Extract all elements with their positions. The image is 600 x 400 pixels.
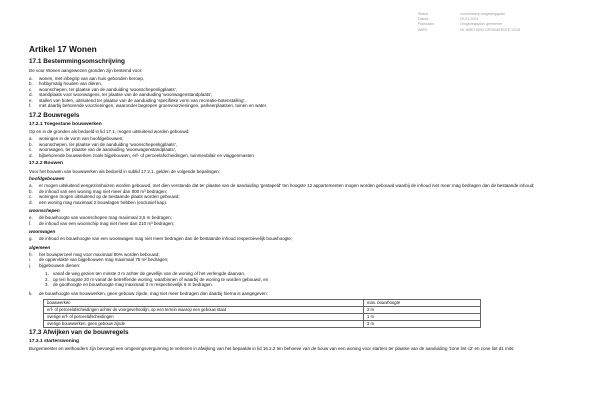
list-marker: a. [29,75,33,81]
list-text: het bouwperceel mag voor maximaal 80% worden bebouwd; [39,251,160,257]
list-marker: c. [29,147,33,153]
allowed-buildings-list [29,136,579,158]
table-cell: overige bouwwerken, geen gebouw zijnde [44,321,364,328]
list-marker: b. [29,81,33,87]
list-marker: h. [29,251,33,257]
table-cell: erf- of perceelafscheidingen achter de voorgevelrooilijn, op een terrein waarop een gebouw staat [44,307,364,314]
list-marker: b. [29,141,33,147]
list-marker: j. [29,262,32,268]
list-marker: f. [29,103,32,109]
list-text: de inhoud van een woonschip mag niet meer dan 210 m³ bedragen; [39,220,175,226]
list-marker: g. [29,236,33,242]
list-text: bijbehorende bouwwerken zoals bijgebouwen, erf- of perceelafscheidingen, tuinmeubilair en vlaggenmasten. [39,152,256,158]
article-title: Artikel 17 Wonen [29,44,97,54]
group-label-hoofdgebouwen: hoofdgebouwen [29,176,65,182]
list-text: op ten hoogste 20 m vanaf de betreffende woning, waarbinnen of waarbij de woning te worden gebouwd, en [53,276,269,282]
meta-value: voorontwerp omgevingsplan [460,12,505,16]
list-marker: d. [29,199,33,205]
list-text: er mogen uitsluitend eengezinshuizen worden gebouwd, met dien verstande dat ter plaatse van de aanduiding 'gestapeld' ten hoogste 12 appartementen mogen worden gebouwd waarbij de inhoud niet meer mag bedragen dan de bestaande inhoud; [39,183,535,189]
list-marker: d. [29,152,33,158]
meta-key: Plannaam [418,22,435,27]
list-text: vanaf de weg gezien ten minste 3 m achter de gevellijn van de woning of het verlengde daarvan, [53,271,246,277]
document-content [29,44,579,354]
list-text: hobbymatig houden van dieren, [39,81,103,87]
list-marker: c. [29,194,33,200]
meta-value: 20-01-2024 [460,17,479,22]
list-text: de inhoud van een woning mag niet meer dan 800 m³ bedragen; [39,188,168,194]
subsection-heading-17-2-2: 17.2.2 Bouwen [29,161,63,167]
list-text: standplaats voor woonwagens, ter plaatse van de aanduiding 'woonwagenstandplaats', [39,92,213,98]
table-cell: overige erf- of perceelafscheidingen [44,314,364,321]
list-text: stallen van boten, uitsluitend ter plaatse van de aanduiding 'specifieke vorm van recreatie-botenstalling', [39,97,246,103]
list-text: een woning mag maximaal 2 bouwlagen hebben (exclusief kap). [39,199,168,205]
table-row [44,307,481,314]
algemeen-list [29,252,579,269]
list-text: wonen, met inbegrip van aan huis gebonden beroep, [39,75,145,81]
table-cell: 1 m [364,314,481,321]
table-header-row [44,300,481,307]
list-marker: e. [29,215,33,221]
list-text: met daarbij behorende voorzieningen, waaronder begrepen groenvoorzieningen, parkeerplaatsen, tuinen en water. [39,103,268,109]
list-text: woonschepen, ter plaatse van de aanduiding 'woonschepenligplaats', [39,141,177,147]
group-label-algemeen: algemeen [29,244,51,250]
list-item [29,221,579,227]
list-item [29,236,579,242]
list-text: woonschepen, ter plaatse van de aanduiding 'woonschepenligplaats', [39,86,177,92]
bijgebouwen-sublist [29,271,579,288]
list-text: de bouwhoogte van bouwwerken, geen gebouw zijnde, mag niet meer bedragen dan daarbij hierna is aangegeven: [39,290,268,296]
woonschepen-list [29,215,579,226]
table-cell: 3 m [364,321,481,328]
section-heading-17-3: 17.3 Afwijken van de bouwregels [29,329,129,337]
list-item [29,263,579,269]
list-marker: 2. [45,276,49,282]
list-marker: c. [29,86,33,92]
list-marker: a. [29,183,33,189]
bouwhoogte-table [43,299,481,328]
subsection-text: Burgemeester en wethouders zijn bevoegd een omgevingsvergunning te verlenen in afwijking van het bepaalde in lid 16.2.2 ten behoeve van de bouw van een woning voor starters ter plaatse van de aanduiding 'zone lint c2' en zone lint d1 mits: [29,346,515,352]
table-row [44,314,481,321]
meta-value: Omgevingsplan gemeente [460,22,502,27]
subsection-heading-17-2-1: 17.2.1 Toegestane bouwwerken [29,121,102,127]
meta-row [418,28,593,33]
hoofdgebouwen-list [29,183,579,205]
table-header-cell: max. bouwhoogte [364,300,481,307]
list-marker: k. [29,290,33,296]
table-cell: 2 m [364,307,481,314]
subsection-intro: Op en in de gronden als bedoeld in lid 17.1, mogen uitsluitend worden gebouwd: [29,128,190,134]
list-marker: b. [29,188,33,194]
meta-key: Datum [418,17,429,22]
table-row [44,321,481,328]
list-text: bijgebouwen dienen: [39,262,81,268]
list-item [29,291,579,297]
purpose-list [29,76,579,109]
subsection-heading-17-3-1: 17.3.1 starterswoning [29,339,80,345]
section-heading-17-1: 17.1 Bestemmingsomschrijving [29,58,125,65]
list-marker: d. [29,92,33,98]
list-marker: 1. [45,271,49,277]
list-text: woningen in de vorm van hoofdgebouwen; [39,136,124,142]
bouwhoogte-item [29,291,579,297]
list-item [29,200,579,206]
document-metadata [418,12,593,33]
list-marker: e. [29,97,33,103]
section-intro: De voor Wonen aangewezen gronden zijn bestemd voor: [29,68,143,73]
meta-key: IMRO [418,27,428,32]
list-text: woningen mogen uitsluitend op de bestaande plaats worden gebouwd; [39,194,180,200]
list-marker: 3. [45,282,49,288]
woonwagen-list [29,236,579,242]
meta-value: NL.IMRO.0000.OPGEMEENTE-VO01 [460,27,521,32]
list-marker: f. [29,220,32,226]
list-item [29,153,579,159]
subsection-intro: Voor het bouwen van bouwwerken als bedoeld in sublid 17.2.1, gelden de volgende bepalingen: [29,168,220,174]
section-heading-17-2: 17.2 Bouwregels [29,111,80,119]
list-item [29,103,579,109]
list-text: de inhoud en bouwhoogte van een woonwagen mag niet meer bedragen dan de bestaande inhoud respectievelijk bouwhoogte; [39,236,293,242]
list-marker: a. [29,136,33,142]
list-marker: i. [29,257,32,263]
group-label-woonwagen: woonwagen [29,229,56,235]
list-text: de goothoogte en bouwhoogte mag maximaal 3 m respectievelijk 6 m bedragen. [53,282,213,288]
list-text: de oppervlakte van bijgebouwen mag maximaal 75 m² bedragen; [39,257,169,263]
meta-key: Status [418,12,429,16]
list-text: woonwagen, ter plaatse van de aanduiding 'woonwagenstandplaats', [39,147,176,153]
group-label-woonschepen: woonschepen [29,208,60,214]
list-text: de bouwhoogte van woonschepen mag maximaal 3,5 m bedragen; [39,215,172,221]
table-header-cell: bouwwerken [44,300,364,307]
